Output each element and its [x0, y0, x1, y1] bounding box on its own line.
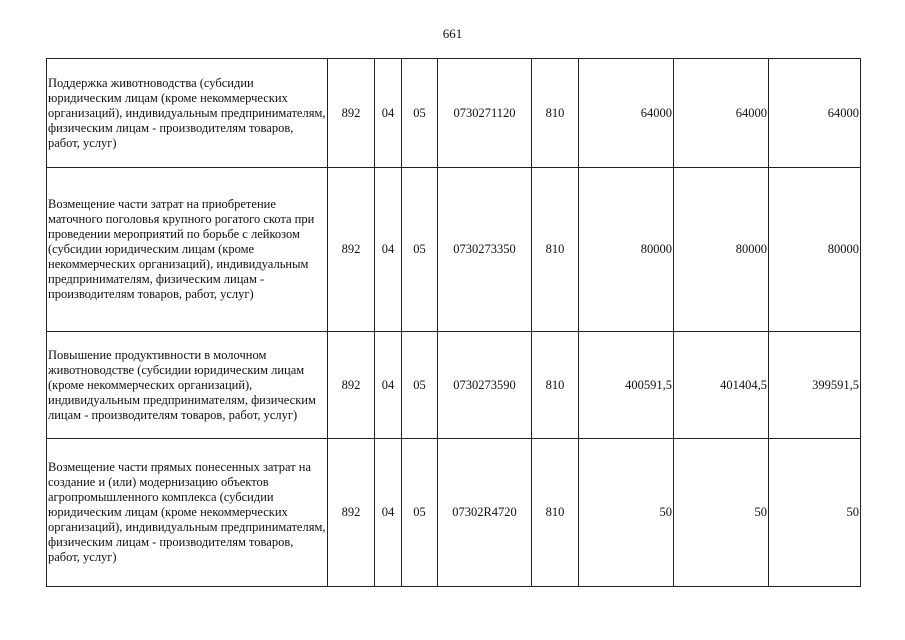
subsection-code: 05 — [402, 332, 438, 439]
section-code: 04 — [375, 59, 402, 168]
table-row — [47, 59, 861, 168]
expense-type-code: 810 — [532, 59, 579, 168]
target-article-code: 0730271120 — [438, 59, 532, 168]
expense-description: Поддержка животноводства (субсидии юридическим лицам (кроме некоммерческих организаций), индивидуальным предпринимателям, физическим лицам - производителям товаров, работ, услуг) — [47, 59, 328, 168]
amount-year-3: 80000 — [769, 168, 861, 332]
table-row — [47, 332, 861, 439]
subsection-code: 05 — [402, 168, 438, 332]
amount-year-1: 400591,5 — [579, 332, 674, 439]
table-row — [47, 439, 861, 587]
expense-description: Возмещение части затрат на приобретение маточного поголовья крупного рогатого скота при проведении мероприятий по борьбе с лейкозом (субсидии юридическим лицам (кроме некоммерческих организаций), индивидуальным предпринимателям, физическим лицам - производителям товаров, работ, услуг) — [47, 168, 328, 332]
expense-description: Повышение продуктивности в молочном животноводстве (субсидии юридическим лицам (кроме некоммерческих организаций), индивидуальным предпринимателям, физическим лицам - производителям товаров, работ, услуг) — [47, 332, 328, 439]
expense-type-code: 810 — [532, 332, 579, 439]
table-row — [47, 168, 861, 332]
subsection-code: 05 — [402, 59, 438, 168]
ministry-code: 892 — [328, 168, 375, 332]
amount-year-2: 64000 — [674, 59, 769, 168]
section-code: 04 — [375, 439, 402, 587]
target-article-code: 07302R4720 — [438, 439, 532, 587]
amount-year-1: 80000 — [579, 168, 674, 332]
expense-type-code: 810 — [532, 168, 579, 332]
expense-type-code: 810 — [532, 439, 579, 587]
amount-year-2: 50 — [674, 439, 769, 587]
ministry-code: 892 — [328, 59, 375, 168]
amount-year-3: 399591,5 — [769, 332, 861, 439]
amount-year-2: 80000 — [674, 168, 769, 332]
amount-year-1: 64000 — [579, 59, 674, 168]
target-article-code: 0730273350 — [438, 168, 532, 332]
budget-table — [46, 58, 861, 587]
subsection-code: 05 — [402, 439, 438, 587]
amount-year-1: 50 — [579, 439, 674, 587]
expense-description: Возмещение части прямых понесенных затрат на создание и (или) модернизацию объектов агропромышленного комплекса (субсидии юридическим лицам (кроме некоммерческих организаций), индивидуальным предпринимателям, физическим лицам - производителям товаров, работ, услуг) — [47, 439, 328, 587]
ministry-code: 892 — [328, 332, 375, 439]
page-number: 661 — [442, 26, 463, 41]
section-code: 04 — [375, 168, 402, 332]
amount-year-3: 50 — [769, 439, 861, 587]
target-article-code: 0730273590 — [438, 332, 532, 439]
ministry-code: 892 — [328, 439, 375, 587]
amount-year-3: 64000 — [769, 59, 861, 168]
section-code: 04 — [375, 332, 402, 439]
amount-year-2: 401404,5 — [674, 332, 769, 439]
